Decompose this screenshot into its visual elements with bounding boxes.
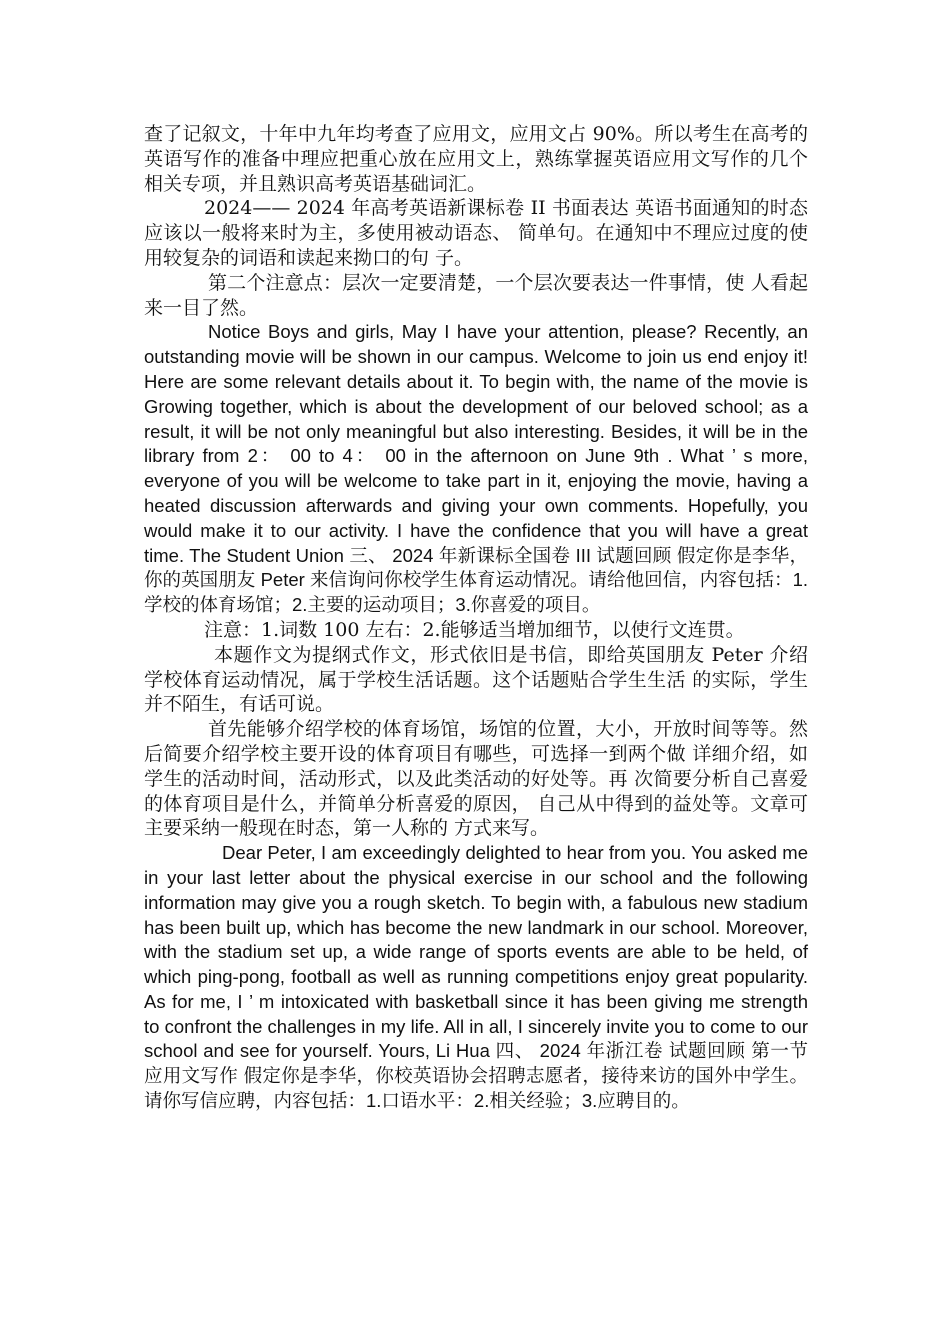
paragraph-second-point: 第二个注意点：层次一定要清楚，一个层次要表达一件事情，使 人看起来一目了然。 xyxy=(144,271,808,319)
paragraph-letter-sample: Dear Peter, I am exceedingly delighted to hear from you. You asked me in your last letter about the physical exercise in our school and the following information may give you a rough sketch. To begin with, a fabulous new stadium has been built up, which has become the new landmark in our school. Moreover, with the stadium set up, a wide range of sports events are able to be held, of which ping-pong, football as well as running competitions enjoy great popularity. As for me, I ’ m intoxicated with basketball since it has been giving me strength to confront the challenges in my life. All in all, I sincerely invite you to come to our school and see for yourself. Yours, Li Hua 四、 2024 年浙江卷 试题回顾 第一节应用文写作 假定你是李华，你校英语协会招聘志愿者，接待来访的国外中学生。请你写信应聘，内容包括：1.口语水平：2.相关经验；3.应聘目的。 xyxy=(144,842,808,1112)
document-body xyxy=(144,122,808,1114)
paragraph-essay-stats: 查了记叙文，十年中九年均考查了应用文，应用文占 90%。所以考生在高考的英语写作的准备中理应把重心放在应用文上，熟练掌握英语应用文写作的几个相关专项，并且熟识高考英语基础词汇。 xyxy=(144,123,808,195)
paragraph-notice-sample: Notice Boys and girls, May I have your attention, please? Recently, an outstanding movie will be shown in our campus. Welcome to join us end enjoy it! Here are some relevant details about it. To begin with, the name of the movie is Growing together, which is about the development of our beloved school; as a result, it will be not only meaningful but also interesting. Besides, it will be in the library from 2： 00 to 4： 00 in the afternoon on June 9th . What ’ s more, everyone of you will be welcome to take part in it, enjoying the movie, having a heated discussion afterwards and giving your own comments. Hopefully, you would make it to our activity. I have the confidence that you will have a great time. The Student Union 三、 2024 年新课标全国卷 III 试题回顾 假定你是李华，你的英国朋友 Peter 来信询问你校学生体育运动情况。请给他回信，内容包括：1.学校的体育场馆；2.主要的运动项目；3.你喜爱的项目。 xyxy=(144,321,808,616)
paragraph-attention-note: 注意：1.词数 100 左右：2.能够适当增加细节，以使行文连贯。 xyxy=(204,618,745,641)
paragraph-notice-tense: 2024—— 2024 年高考英语新课标卷 II 书面表达 英语书面通知的时态应该以一般将来时为主，多使用被动语态、 简单句。在通知中不理应过度的使用较复杂的词语和读起来拗口的句 子。 xyxy=(144,197,808,269)
paragraph-writing-guide: 首先能够介绍学校的体育场馆，场馆的位置，大小，开放时间等等。然后简要介绍学校主要开设的体育项目有哪些，可选择一到两个做 详细介绍，如学生的活动时间，活动形式，以及此类活动的好处等。再 次简要分析自己喜爱的体育项目是什么，并简单分析喜爱的原因， 自己从中得到的益处等。文章可主要采纳一般现在时态，第一人称的 方式来写。 xyxy=(144,718,808,840)
paragraph-task-analysis: 本题作文为提纲式作文，形式依旧是书信，即给英国朋友 Peter 介绍学校体育运动情况，属于学校生活话题。这个话题贴合学生生活 的实际，学生并不陌生，有话可说。 xyxy=(144,643,808,716)
